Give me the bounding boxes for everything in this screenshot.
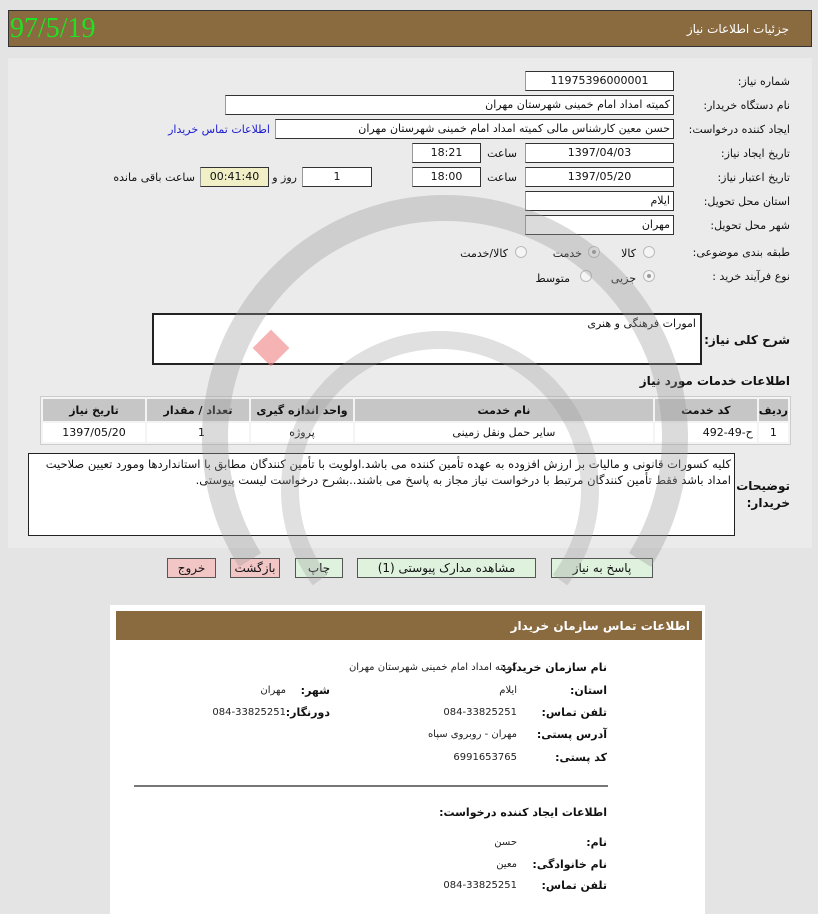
buyer-label: نام دستگاه خریدار: — [703, 99, 790, 112]
valid-date-label: تاریخ اعتبار نیاز: — [717, 171, 790, 184]
created-time-label: ساعت — [487, 147, 517, 160]
postal-label: کد پستی: — [555, 751, 607, 764]
process-radio-minor[interactable] — [643, 270, 655, 282]
category-radio-both[interactable] — [515, 246, 527, 258]
need-number-label: شماره نیاز: — [737, 75, 790, 88]
days-label: روز و — [272, 171, 297, 184]
creator-phone-label: تلفن تماس: — [541, 879, 607, 892]
page-title: جزئیات اطلاعات نیاز — [686, 22, 789, 36]
process-option-medium: متوسط — [535, 272, 570, 285]
summary-textarea[interactable]: امورات فرهنگی و هنری — [152, 313, 702, 365]
remaining-label: ساعت باقی مانده — [113, 171, 195, 184]
fax-value: 084-33825251 — [212, 707, 286, 718]
services-table — [40, 396, 791, 445]
notes-label: توضیحات خریدار: — [736, 479, 790, 510]
remaining-time-field: 00:41:40 — [200, 167, 269, 187]
fax-label: دورنگار: — [285, 706, 330, 719]
buyer-field[interactable]: کمیته امداد امام خمینی شهرستان مهران — [225, 95, 674, 115]
exit-button[interactable]: خروج — [167, 558, 216, 578]
cell-name: سایر حمل ونقل زمینی — [355, 423, 653, 442]
need-number-field[interactable]: 11975396000001 — [525, 71, 674, 91]
reply-button[interactable]: پاسخ به نیاز — [551, 558, 653, 578]
print-button[interactable]: چاپ — [295, 558, 343, 578]
contact-card-title: اطلاعات تماس سازمان خریدار — [116, 611, 702, 640]
date-stamp: 97/5/19 — [10, 13, 96, 44]
valid-time-field[interactable]: 18:00 — [412, 167, 481, 187]
org-label: نام سازمان خریدار: — [501, 661, 607, 674]
services-heading: اطلاعات خدمات مورد نیاز — [639, 374, 790, 388]
creator-label: ایجاد کننده درخواست: — [688, 123, 790, 136]
col-name: نام خدمت — [355, 399, 653, 421]
category-radio-service[interactable] — [588, 246, 600, 258]
province-field[interactable]: ایلام — [525, 191, 674, 211]
creator-field[interactable]: حسن معین کارشناس مالی کمیته امداد امام خمینی شهرستان مهران — [275, 119, 674, 139]
category-option-goods: کالا — [621, 247, 636, 260]
category-radio-goods[interactable] — [643, 246, 655, 258]
family-label: نام خانوادگی: — [532, 858, 607, 871]
col-qty: تعداد / مقدار — [147, 399, 249, 421]
category-label: طبقه بندی موضوعی: — [692, 246, 790, 259]
notes-textarea[interactable]: کلیه کسورات قانونی و مالیات بر ارزش افزوده به عهده تأمین کننده می باشد.اولویت با تأمین کنندگان مطابق با استانداردها ومورد تعیین صلاحیت امداد باشد فقط تأمین کنندگان مرتبط با درخواست نیاز مجاز به پاسخ می باشند..بشرح درخواست لیست پیوستی. — [28, 453, 735, 536]
buyer-contact-link[interactable]: اطلاعات تماس خریدار — [168, 123, 270, 136]
days-field[interactable]: 1 — [302, 167, 372, 187]
cell-code: ح-49-492 — [655, 423, 757, 442]
city-value: مهران — [260, 685, 286, 696]
category-option-both: کالا/خدمت — [460, 247, 508, 260]
city-field[interactable]: مهران — [525, 215, 674, 235]
family-value: معین — [496, 859, 517, 870]
category-option-service: خدمت — [552, 247, 582, 260]
table-header-row — [43, 399, 788, 421]
created-date-label: تاریخ ایجاد نیاز: — [720, 147, 790, 160]
cell-row: 1 — [759, 423, 788, 442]
creator-heading: اطلاعات ایجاد کننده درخواست: — [439, 806, 607, 819]
page-header — [8, 10, 812, 47]
process-radio-medium[interactable] — [580, 270, 592, 282]
valid-time-label: ساعت — [487, 171, 517, 184]
phone-value: 084-33825251 — [443, 707, 517, 718]
cell-unit: پروژه — [251, 423, 353, 442]
view-attachments-button[interactable]: مشاهده مدارک پیوستی (1) — [357, 558, 536, 578]
province-label-2: استان: — [570, 684, 607, 697]
process-option-minor: جزیی — [610, 272, 636, 285]
cell-date: 1397/05/20 — [43, 423, 145, 442]
summary-label: شرح کلی نیاز: — [704, 333, 790, 347]
valid-date-field[interactable]: 1397/05/20 — [525, 167, 674, 187]
city-label-2: شهر: — [300, 684, 330, 697]
divider — [134, 785, 608, 787]
col-code: کد خدمت — [655, 399, 757, 421]
city-label: شهر محل تحویل: — [710, 219, 790, 232]
postal-value: 6991653765 — [453, 752, 517, 763]
org-value: کمیته امداد امام خمینی شهرستان مهران — [348, 662, 517, 673]
address-value: مهران - روبروی سپاه — [427, 729, 517, 740]
creator-phone-value: 084-33825251 — [443, 880, 517, 891]
phone-label: تلفن تماس: — [541, 706, 607, 719]
created-date-field[interactable]: 1397/04/03 — [525, 143, 674, 163]
created-time-field[interactable]: 18:21 — [412, 143, 481, 163]
province-value: ایلام — [499, 685, 517, 696]
table-row — [43, 423, 788, 442]
back-button[interactable]: بازگشت — [230, 558, 280, 578]
process-label: نوع فرآیند خرید : — [712, 270, 790, 283]
cell-qty: 1 — [147, 423, 249, 442]
name-label: نام: — [586, 836, 607, 849]
col-date: تاریخ نیاز — [43, 399, 145, 421]
address-label: آدرس پستی: — [536, 728, 607, 741]
buyer-contact-card — [110, 605, 705, 914]
name-value: حسن — [494, 837, 517, 848]
col-row: ردیف — [759, 399, 788, 421]
province-label: استان محل تحویل: — [703, 195, 790, 208]
col-unit: واحد اندازه گیری — [251, 399, 353, 421]
